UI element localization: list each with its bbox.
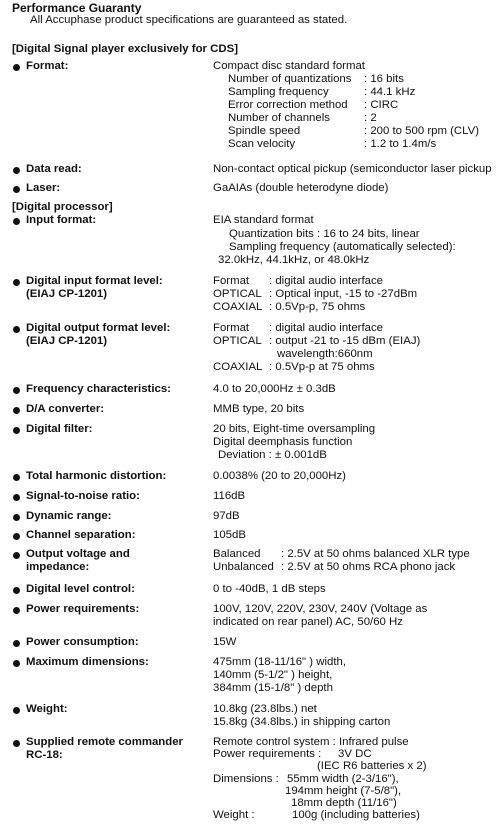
bullet-icon [13,660,20,667]
dout-key: OPTICAL [213,335,262,347]
format-key: Sampling frequency [228,86,329,98]
bullet-icon [13,279,20,286]
spec-value: MMB type, 20 bits [213,403,305,415]
bullet-icon [13,427,20,434]
spec-value: 116dB [213,490,246,502]
din-val: : digital audio interface [269,275,383,287]
bullet-icon [13,552,20,559]
format-val: : 44.1 kHz [364,86,416,98]
dout-table [213,322,420,374]
spec-value: 140mm (5-1/2" ) height, [213,669,333,681]
bullet-icon [13,407,20,414]
bullet-icon [13,514,20,521]
spec-label: Weight: [26,703,68,715]
spec-value: Non-contact optical pickup (semiconductor laser pickup [213,163,492,175]
spec-value: GaAIAs (double heterodyne diode) [213,182,389,194]
format-val: : CIRC [364,99,399,111]
spec-label: Total harmonic distortion: [26,470,167,482]
format-val: : 2 [364,112,377,124]
dout-val: : 0.5Vp-p at 75 ohms [269,361,375,373]
spec-label: Digital level control: [26,583,135,595]
outv-val: : 2.5V at 50 ohms balanced XLR type [281,548,470,560]
format-key: Number of quantizations [228,73,352,85]
spec-label: Digital input format level: [26,275,163,287]
outv-key: Balanced [213,548,261,560]
spec-value: 32.0kHz, 44.1kHz, or 48.0kHz [218,254,370,266]
spec-label: Maximum dimensions: [26,656,149,668]
section-heading-dsp: [Digital Signal player exclusively for CDS] [12,43,238,55]
bullet-icon [13,494,20,501]
format-val: : 200 to 500 rpm (CLV) [364,125,480,137]
dout-val: : digital audio interface [269,322,383,334]
spec-value: 100g (including batteries) [292,809,420,821]
spec-label: Dynamic range: [26,510,112,522]
spec-label: Data read: [26,163,82,175]
spec-value: 10.8kg (23.8lbs.) net [213,703,317,715]
spec-value: 55mm width (2-3/16"), [287,773,399,785]
spec-value: 18mm depth (11/16") [291,797,397,809]
bullet-icon [13,387,20,394]
spec-label: Digital output format level: [26,322,171,334]
format-table [228,73,479,151]
spec-label: Format: [26,60,69,72]
dout-key: COAXIAL [213,361,263,373]
bullet-icon [13,167,20,174]
din-val: : Optical input, -15 to -27dBm [269,288,418,300]
bullet-icon [13,707,20,714]
section-heading-dproc: [Digital processor] [12,201,113,213]
bullet-icon [13,186,20,193]
spec-label: Digital filter: [26,423,93,435]
spec-value: Sampling frequency (automatically selected): [229,241,456,253]
spec-value: Quantization bits : 16 to 24 bits, linear [229,228,420,240]
din-key: Format [213,275,250,287]
bullet-icon [13,218,20,225]
spec-value: Deviation : ± 0.001dB [218,449,327,461]
din-key: COAXIAL [213,301,263,313]
spec-label-sub: impedance: [26,561,90,573]
format-key: Spindle speed [228,125,301,137]
din-table [213,275,417,314]
din-key: OPTICAL [213,288,262,300]
dout-val: : output -21 to -15 dBm (EIAJ) [269,335,421,347]
page-subtitle: All Accuphase product specifications are guaranteed as stated. [30,14,348,26]
spec-value: Compact disc standard format [213,60,365,72]
din-val: : 0.5Vp-p, 75 ohms [269,301,366,313]
spec-value: 15.8kg (34.8lbs.) in shipping carton [213,716,391,728]
spec-value: Power requirements : [213,748,322,760]
spec-value: (IEC R6 batteries x 2) [317,760,427,772]
spec-label: Signal-to-noise ratio: [26,490,140,502]
spec-label-sub: RC-18: [26,749,63,761]
format-key: Number of channels [228,112,330,124]
spec-value: 194mm height (7-5/8"), [285,785,402,797]
outv-key: Unbalanced [213,561,274,573]
dout-key: Format [213,322,250,334]
spec-value: 0 to -40dB, 1 dB steps [213,583,326,595]
spec-label: Laser: [26,182,61,194]
bullet-icon [13,533,20,540]
spec-label: Channel separation: [26,529,136,541]
format-key: Scan velocity [228,138,296,150]
outv-table [213,548,470,574]
bullet-icon [13,740,20,747]
spec-label-sub: (EIAJ CP-1201) [26,288,108,300]
spec-value: 100V, 120V, 220V, 230V, 240V (Voltage as [213,603,428,615]
spec-value: 97dB [213,510,240,522]
spec-value: 105dB [213,529,246,541]
format-key: Error correction method [228,99,348,111]
dout-key [213,348,269,361]
spec-value: 0.0038% (20 to 20,000Hz) [213,470,346,482]
spec-label: Output voltage and [26,548,130,560]
format-val: : 1.2 to 1.4m/s [364,138,437,150]
bullet-icon [13,640,20,647]
page-title: Performance Guaranty [12,1,142,15]
format-val: : 16 bits [364,73,404,85]
spec-label: Power requirements: [26,603,140,615]
bullet-icon [13,587,20,594]
spec-value: 4.0 to 20,000Hz ± 0.3dB [213,383,336,395]
spec-value: 384mm (15-1/8" ) depth [213,682,333,694]
bullet-icon [13,607,20,614]
bullet-icon [13,64,20,71]
spec-value: 15W [213,636,237,648]
spec-value: 20 bits, Eight-time oversampling [213,423,376,435]
bullet-icon [13,474,20,481]
spec-label: D/A converter: [26,403,105,415]
bullet-icon [13,326,20,333]
spec-value: Weight : [213,809,255,821]
spec-value: 3V DC [338,748,372,760]
spec-value: 475mm (18-11/16" ) width, [213,656,346,668]
spec-label: Power consumption: [26,636,139,648]
spec-value: Digital deemphasis function [213,436,353,448]
spec-label-sub: (EIAJ CP-1201) [26,335,108,347]
dout-val: wavelength:660nm [277,348,373,360]
outv-val: : 2.5V at 50 ohms RCA phono jack [281,561,456,573]
spec-value: Remote control system : Infrared pulse [213,736,409,748]
spec-label: Input format: [26,214,97,226]
spec-value: EIA standard format [213,214,314,226]
spec-value: indicated on rear panel) AC, 50/60 Hz [213,616,403,628]
spec-value: Dimensions : [213,773,279,785]
spec-label: Frequency characteristics: [26,383,171,395]
spec-label: Supplied remote commander [26,736,183,748]
